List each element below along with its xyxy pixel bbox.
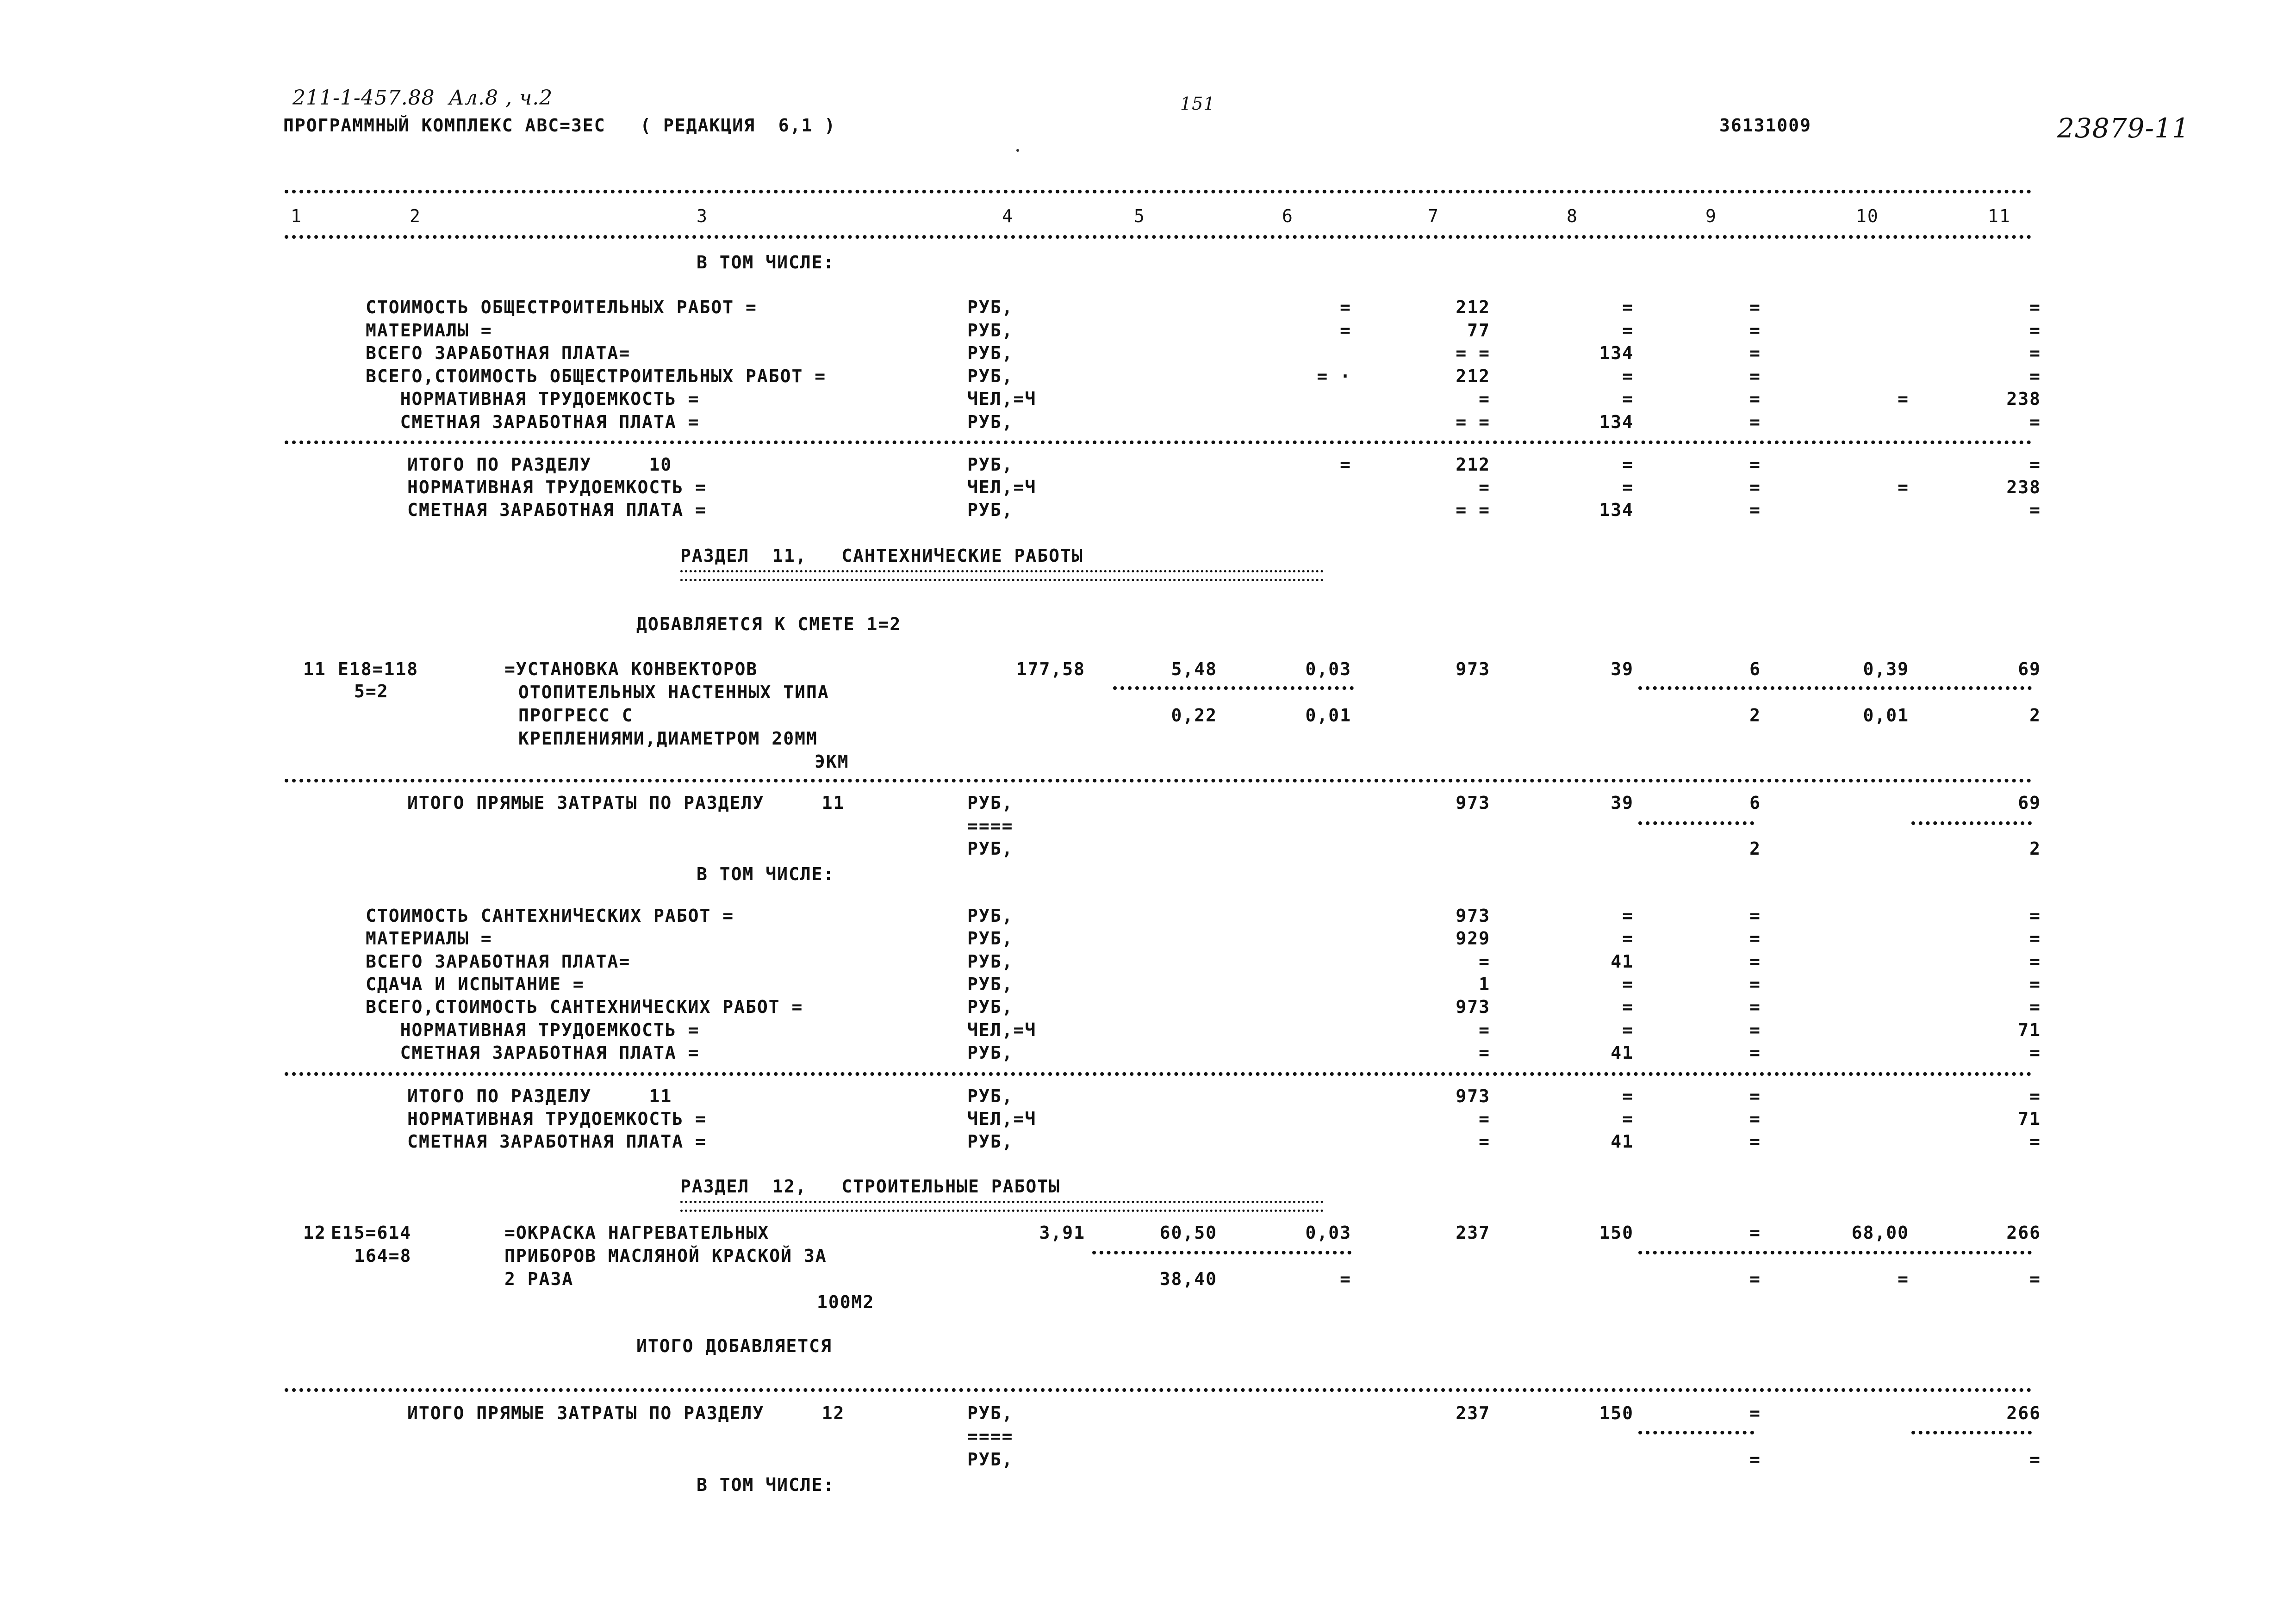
cell-c11: = (2029, 997, 2041, 1018)
sub-rule (1092, 1251, 1351, 1254)
cell-c11: = (2029, 411, 2041, 432)
cell-c11: = (2029, 951, 2041, 972)
cell-c11: 69 (2018, 793, 2041, 813)
cell-c11: = (2029, 366, 2041, 386)
summary-unit: РУБ, (967, 500, 1014, 520)
item-description: КРЕПЛЕНИЯМИ,ДИАМЕТРОМ 20ММ (518, 728, 818, 749)
cell-c9: = (1749, 928, 1761, 949)
summary-unit: ЧЕЛ,=Ч (967, 477, 1037, 497)
sub-rule (1113, 686, 1354, 690)
item-code-2: 164=8 (354, 1246, 412, 1266)
cell-c7: 212 (1456, 297, 1490, 317)
cell-c7: = (1479, 1019, 1490, 1040)
summary-unit: РУБ, (967, 343, 1014, 363)
summary-unit: ЧЕЛ,=Ч (967, 389, 1037, 409)
summary-label: СМЕТНАЯ ЗАРАБОТНАЯ ПЛАТА = (366, 411, 700, 432)
cell-c9: = (1749, 500, 1761, 520)
cell-c9: = (1749, 1269, 1761, 1289)
cell-c9: = (1749, 297, 1761, 317)
cell-c8: = (1622, 320, 1634, 341)
cell-c11: = (2029, 974, 2041, 994)
cell-c8: 134 (1599, 411, 1634, 432)
table-header-rule (285, 235, 2032, 239)
column-number: 2 (410, 206, 421, 226)
cell-c8: 150 (1599, 1403, 1634, 1423)
document-code: 36131009 (1719, 115, 1812, 136)
cell-c8: 150 (1599, 1223, 1634, 1243)
inventory-number: 23879-11 (2057, 112, 2190, 144)
page-number: 151 (1180, 93, 1215, 114)
cell-c11: = (2029, 906, 2041, 926)
summary-label: ВСЕГО,СТОИМОСТЬ САНТЕХНИЧЕСКИХ РАБОТ = (366, 997, 803, 1018)
cell-c6: = · (1317, 366, 1351, 386)
cell-c7: = (1479, 951, 1490, 972)
summary-label: МАТЕРИАЛЫ = (366, 320, 492, 341)
item-code: Е18=118 (338, 659, 419, 679)
column-number: 1 (291, 206, 302, 226)
cell-c9: 6 (1749, 793, 1761, 813)
cell-c8: 134 (1599, 500, 1634, 520)
summary-label: ВСЕГО ЗАРАБОТНАЯ ПЛАТА= (366, 951, 631, 972)
cell-c9: = (1749, 1131, 1761, 1152)
cell-c9: = (1749, 343, 1761, 363)
section-title: РАЗДЕЛ 12, СТРОИТЕЛЬНЫЕ РАБОТЫ (680, 1176, 1060, 1197)
cell-c11: = (2029, 297, 2041, 317)
item-number: 12 (303, 1223, 326, 1243)
section-rule (285, 779, 2032, 782)
cell-c11: 238 (2006, 389, 2041, 409)
summary-unit: РУБ, (967, 1086, 1014, 1106)
cell-c9: = (1749, 454, 1761, 475)
summary-label: НОРМАТИВНАЯ ТРУДОЕМКОСТЬ = (407, 477, 707, 497)
cell-c6: = (1340, 454, 1351, 475)
cell-c9: = (1749, 477, 1761, 497)
sub-rule (1638, 821, 1754, 825)
cell-c9: = (1749, 1086, 1761, 1106)
cell-c6: 0,03 (1305, 659, 1351, 679)
sub-rule (1638, 1431, 1754, 1434)
speck (1016, 149, 1019, 152)
cell-c7: 237 (1456, 1223, 1490, 1243)
cell-c11: = (2029, 1269, 2041, 1289)
column-number: 6 (1282, 206, 1294, 226)
section-subtitle: В ТОМ ЧИСЛЕ: (697, 1475, 835, 1495)
summary-unit: ЧЕЛ,=Ч (967, 1109, 1037, 1129)
summary-label: СМЕТНАЯ ЗАРАБОТНАЯ ПЛАТА = (407, 1131, 707, 1152)
column-number: 11 (1988, 206, 2011, 226)
summary-label: ВСЕГО,СТОИМОСТЬ ОБЩЕСТРОИТЕЛЬНЫХ РАБОТ = (366, 366, 827, 386)
section-title-underline (680, 1201, 1324, 1212)
cell-c7: 973 (1456, 1086, 1490, 1106)
cell-c9: 6 (1749, 659, 1761, 679)
section-rule (285, 1388, 2032, 1392)
cell-c8: = (1622, 297, 1634, 317)
cell-c8: = (1622, 974, 1634, 994)
cell-c11: = (2029, 1131, 2041, 1152)
cell-c8: = (1622, 906, 1634, 926)
section-title-underline (680, 570, 1324, 581)
summary-label: ИТОГО ПО РАЗДЕЛУ 11 (407, 1086, 672, 1106)
item-unit: ЭКМ (815, 751, 849, 772)
cell-c9: = (1749, 389, 1761, 409)
cell-c6: = (1340, 1269, 1351, 1289)
cell-c6: 0,03 (1305, 1223, 1351, 1243)
cell-c7: = = (1456, 411, 1490, 432)
direct-costs-unit-2: РУБ, (967, 1449, 1014, 1470)
summary-label: ИТОГО ПО РАЗДЕЛУ 10 (407, 454, 672, 475)
sub-rule (1638, 686, 2032, 690)
item-number: 11 (303, 659, 326, 679)
cell-c5: 0,22 (1171, 705, 1217, 726)
cell-c9: = (1749, 974, 1761, 994)
summary-label: СМЕТНАЯ ЗАРАБОТНАЯ ПЛАТА = (407, 500, 707, 520)
cell-c11: = (2029, 1042, 2041, 1063)
summary-unit: РУБ, (967, 951, 1014, 972)
item-description: ПРИБОРОВ МАСЛЯНОЙ КРАСКОЙ ЗА (504, 1246, 827, 1266)
sub-rule (1638, 1251, 2032, 1254)
item-description: ОТОПИТЕЛЬНЫХ НАСТЕННЫХ ТИПА (518, 682, 829, 702)
cell-c9: = (1749, 1019, 1761, 1040)
cell-c9: = (1749, 997, 1761, 1018)
cell-c11: = (2029, 320, 2041, 341)
cell-c10: = (1898, 1269, 1909, 1289)
cell-c8: = (1622, 997, 1634, 1018)
column-number: 9 (1705, 206, 1717, 226)
direct-costs-label: ИТОГО ПРЯМЫЕ ЗАТРАТЫ ПО РАЗДЕЛУ 11 (407, 793, 845, 813)
cell-c9: = (1749, 366, 1761, 386)
cell-c5: 60,50 (1159, 1223, 1217, 1243)
program-title: ПРОГРАММНЫЙ КОМПЛЕКС АВС=3ЕС ( РЕДАКЦИЯ 6,1 ) (283, 115, 836, 136)
cell-c8: = (1622, 1109, 1634, 1129)
cell-c8: 134 (1599, 343, 1634, 363)
cell-c8: 41 (1611, 951, 1634, 972)
cell-c8: = (1622, 1086, 1634, 1106)
cell-c8: = (1622, 389, 1634, 409)
cell-c7: 973 (1456, 906, 1490, 926)
cell-c11: 2 (2029, 705, 2041, 726)
cell-c9: = (1749, 1109, 1761, 1129)
cell-c10: = (1898, 389, 1909, 409)
cell-c7: = (1479, 1131, 1490, 1152)
section-subtitle: В ТОМ ЧИСЛЕ: (697, 252, 835, 273)
cell-c10: = (1898, 477, 1909, 497)
direct-costs-unit: РУБ, (967, 1403, 1014, 1423)
item-code-2: 5=2 (354, 681, 389, 701)
cell-c4: 177,58 (1016, 659, 1085, 679)
added-total: ИТОГО ДОБАВЛЯЕТСЯ (636, 1336, 832, 1356)
summary-label: МАТЕРИАЛЫ = (366, 928, 492, 949)
cell-c4: 3,91 (1039, 1223, 1085, 1243)
summary-unit: РУБ, (967, 411, 1014, 432)
cell-c11: 69 (2018, 659, 2041, 679)
cell-c9: = (1749, 1403, 1761, 1423)
column-number: 8 (1567, 206, 1578, 226)
summary-unit: РУБ, (967, 320, 1014, 341)
cell-c11: 238 (2006, 477, 2041, 497)
cell-c5: 38,40 (1159, 1269, 1217, 1289)
summary-label: НОРМАТИВНАЯ ТРУДОЕМКОСТЬ = (366, 389, 700, 409)
cell-c11: = (2029, 1449, 2041, 1470)
column-number: 7 (1428, 206, 1439, 226)
cell-c9: 2 (1749, 705, 1761, 726)
column-number: 10 (1856, 206, 1879, 226)
cell-c7: 237 (1456, 1403, 1490, 1423)
cell-c8: 39 (1611, 659, 1634, 679)
cell-c11: 266 (2006, 1223, 2041, 1243)
section-rule (285, 1072, 2032, 1076)
cell-c8: 41 (1611, 1131, 1634, 1152)
cell-c9: = (1749, 906, 1761, 926)
cell-c7: 1 (1479, 974, 1490, 994)
section-rule (285, 441, 2032, 444)
cell-c9: = (1749, 320, 1761, 341)
item-code: Е15=614 (331, 1223, 412, 1243)
cell-c10: 68,00 (1851, 1223, 1909, 1243)
summary-unit: РУБ, (967, 997, 1014, 1018)
cell-c6: = (1340, 297, 1351, 317)
cell-c11: 71 (2018, 1109, 2041, 1129)
section-subtitle: В ТОМ ЧИСЛЕ: (697, 864, 835, 884)
summary-unit: РУБ, (967, 1131, 1014, 1152)
cell-c7: 973 (1456, 793, 1490, 813)
cell-c8: 41 (1611, 1042, 1634, 1063)
cell-c9: = (1749, 1223, 1761, 1243)
summary-label: ВСЕГО ЗАРАБОТНАЯ ПЛАТА= (366, 343, 631, 363)
cell-c11: = (2029, 343, 2041, 363)
direct-costs-unit-mid: ==== (967, 816, 1014, 836)
cell-c7: 212 (1456, 454, 1490, 475)
cell-c11: = (2029, 500, 2041, 520)
cell-c8: 39 (1611, 793, 1634, 813)
summary-label: НОРМАТИВНАЯ ТРУДОЕМКОСТЬ = (366, 1019, 700, 1040)
cell-c9: = (1749, 1449, 1761, 1470)
cell-c7: 212 (1456, 366, 1490, 386)
table-top-rule (285, 190, 2032, 193)
sub-rule (1911, 821, 2032, 825)
document-reference: 211-1-457.88 Ал.8 , ч.2 (292, 86, 553, 110)
column-number: 3 (697, 206, 708, 226)
cell-c11: 2 (2029, 838, 2041, 859)
summary-unit: РУБ, (967, 974, 1014, 994)
column-number: 5 (1134, 206, 1145, 226)
cell-c6: = (1340, 320, 1351, 341)
cell-c7: = (1479, 1042, 1490, 1063)
cell-c7: = (1479, 389, 1490, 409)
section-title: РАЗДЕЛ 11, САНТЕХНИЧЕСКИЕ РАБОТЫ (680, 546, 1083, 566)
cell-c8: = (1622, 928, 1634, 949)
cell-c8: = (1622, 366, 1634, 386)
cell-c9: 2 (1749, 838, 1761, 859)
cell-c9: = (1749, 951, 1761, 972)
summary-unit: РУБ, (967, 366, 1014, 386)
item-description: ПРОГРЕСС С (518, 705, 634, 726)
direct-costs-label: ИТОГО ПРЯМЫЕ ЗАТРАТЫ ПО РАЗДЕЛУ 12 (407, 1403, 845, 1423)
summary-unit: РУБ, (967, 928, 1014, 949)
summary-label: СТОИМОСТЬ ОБЩЕСТРОИТЕЛЬНЫХ РАБОТ = (366, 297, 757, 317)
cell-c7: 973 (1456, 659, 1490, 679)
cell-c7: = (1479, 477, 1490, 497)
summary-unit: ЧЕЛ,=Ч (967, 1019, 1037, 1040)
cell-c8: = (1622, 1019, 1634, 1040)
cell-c9: = (1749, 1042, 1761, 1063)
item-description: =УСТАНОВКА КОНВЕКТОРОВ (504, 659, 758, 679)
summary-unit: РУБ, (967, 297, 1014, 317)
cell-c10: 0,39 (1863, 659, 1909, 679)
sub-rule (1911, 1431, 2032, 1434)
cell-c10: 0,01 (1863, 705, 1909, 726)
cell-c7: 929 (1456, 928, 1490, 949)
cell-c6: 0,01 (1305, 705, 1351, 726)
direct-costs-unit-2: РУБ, (967, 838, 1014, 859)
cell-c8: = (1622, 477, 1634, 497)
cell-c9: = (1749, 411, 1761, 432)
cell-c5: 5,48 (1171, 659, 1217, 679)
item-description: 2 РАЗА (504, 1269, 574, 1289)
summary-unit: РУБ, (967, 454, 1014, 475)
cell-c11: 266 (2006, 1403, 2041, 1423)
cell-c7: = = (1456, 500, 1490, 520)
cell-c11: = (2029, 928, 2041, 949)
direct-costs-unit: РУБ, (967, 793, 1014, 813)
summary-unit: РУБ, (967, 1042, 1014, 1063)
cell-c7: = (1479, 1109, 1490, 1129)
cell-c11: 71 (2018, 1019, 2041, 1040)
added-to-estimate: ДОБАВЛЯЕТСЯ К СМЕТЕ 1=2 (636, 614, 902, 634)
item-description: =ОКРАСКА НАГРЕВАТЕЛЬНЫХ (504, 1223, 770, 1243)
summary-label: СДАЧА И ИСПЫТАНИЕ = (366, 974, 585, 994)
cell-c7: 973 (1456, 997, 1490, 1018)
cell-c7: = = (1456, 343, 1490, 363)
column-number: 4 (1002, 206, 1014, 226)
summary-label: СТОИМОСТЬ САНТЕХНИЧЕСКИХ РАБОТ = (366, 906, 734, 926)
cell-c11: = (2029, 1086, 2041, 1106)
cell-c7: 77 (1467, 320, 1490, 341)
item-unit: 100М2 (817, 1292, 875, 1312)
direct-costs-unit-mid: ==== (967, 1426, 1014, 1446)
cell-c11: = (2029, 454, 2041, 475)
summary-unit: РУБ, (967, 906, 1014, 926)
summary-label: НОРМАТИВНАЯ ТРУДОЕМКОСТЬ = (407, 1109, 707, 1129)
cell-c8: = (1622, 454, 1634, 475)
summary-label: СМЕТНАЯ ЗАРАБОТНАЯ ПЛАТА = (366, 1042, 700, 1063)
